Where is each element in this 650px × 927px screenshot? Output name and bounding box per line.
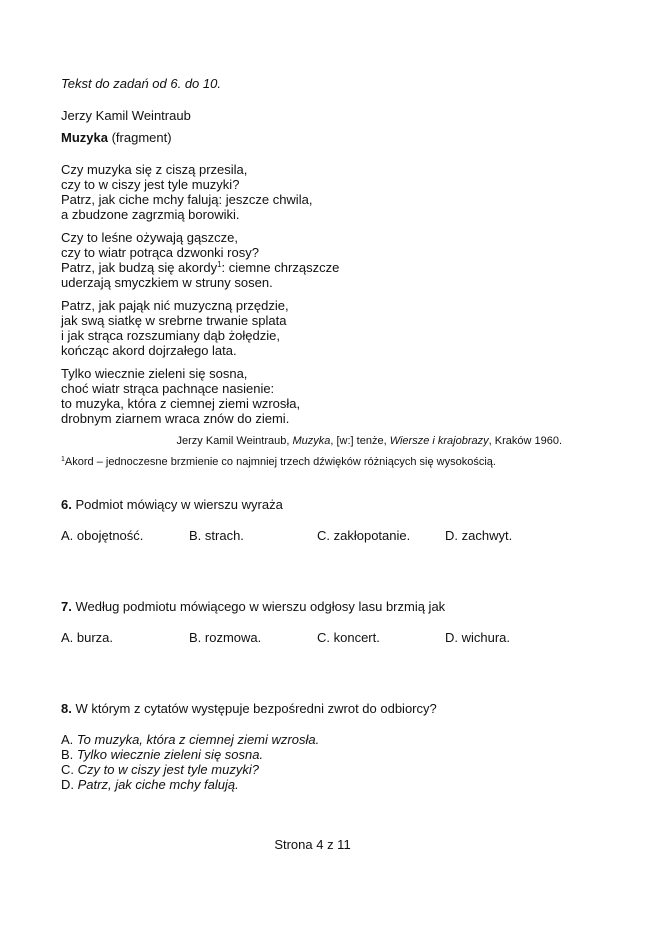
footnote-marker: 1 [217, 260, 222, 269]
question-8 [61, 701, 621, 716]
page-number: Strona 4 z 11 [274, 837, 351, 852]
question-7 [61, 599, 621, 614]
answers-7 [61, 630, 621, 645]
task-intro: Tekst do zadań od 6. do 10. [61, 76, 221, 91]
question-text: W którym z cytatów występuje bezpośredni zwrot do odbiorcy? [75, 701, 437, 716]
stanza-2 [61, 230, 621, 290]
stanza-3 [61, 298, 621, 358]
poem-title [61, 130, 621, 145]
option-quote: Czy to w ciszy jest tyle muzyki? [77, 762, 259, 777]
poem-line: Tylko wiecznie zieleni się sosna, [61, 366, 248, 381]
poem-line: Patrz, jak pająk nić muzyczną przędzie, [61, 298, 289, 313]
option-letter: C. [61, 762, 74, 777]
exam-page [61, 76, 621, 792]
footnote [61, 455, 621, 470]
answers-8 [61, 732, 621, 792]
option-quote: To muzyka, która z ciemnej ziemi wzrosła. [76, 732, 320, 747]
poem-line: czy to w ciszy jest tyle muzyki? [61, 177, 240, 192]
poem-line-start: Patrz, jak budzą się akordy [61, 260, 218, 275]
poem-line: choć wiatr strąca pachnące nasienie: [61, 381, 275, 396]
source-end: , Kraków 1960. [488, 435, 562, 447]
poem-line: i jak strąca rozszumiany dąb żołędzie, [61, 328, 280, 343]
answer-option: D. wichura. [445, 630, 511, 645]
option-quote: Patrz, jak ciche mchy falują. [77, 777, 239, 792]
poem-line: Czy muzyka się z ciszą przesila, [61, 162, 248, 177]
option-letter: B. [61, 747, 74, 762]
poem-line: drobnym ziarnem wraca znów do ziemi. [61, 411, 290, 426]
source-author: Jerzy Kamil Weintraub, [176, 435, 290, 447]
stanza-1 [61, 162, 621, 222]
poem-source [61, 434, 621, 449]
source-work: Muzyka [292, 435, 331, 447]
poem-line: Czy to leśne ożywają gąszcze, [61, 230, 239, 245]
answer-option: B. rozmowa. [189, 630, 262, 645]
option-quote: Tylko wiecznie zieleni się sosna. [76, 747, 264, 762]
question-number: 7. [61, 599, 72, 614]
poem-line: to muzyka, która z ciemnej ziemi wzrosła, [61, 396, 301, 411]
question-text: Podmiot mówiący w wierszu wyraża [75, 497, 283, 512]
source-book: Wiersze i krajobrazy [389, 435, 489, 447]
poem-line: kończąc akord dojrzałego lata. [61, 343, 237, 358]
answer-option: C. koncert. [317, 630, 380, 645]
poem-title-suffix: (fragment) [111, 130, 172, 145]
poem-line: jak swą siatkę w srebrne trwanie splata [61, 313, 287, 328]
question-6 [61, 497, 621, 512]
question-number: 8. [61, 701, 72, 716]
poem-line: czy to wiatr potrąca dzwonki rosy? [61, 245, 259, 260]
answer-option: B. strach. [189, 528, 244, 543]
question-text: Według podmiotu mówiącego w wierszu odgłosy lasu brzmią jak [75, 599, 446, 614]
source-middle: , [w:] tenże, [330, 435, 387, 447]
poem-author: Jerzy Kamil Weintraub [61, 108, 191, 123]
footnote-text: Akord – jednoczesne brzmienie co najmniej trzech dźwięków różniących się wysokością. [64, 456, 496, 468]
answer-option: D. zachwyt. [445, 528, 513, 543]
poem-line-with-footnote [61, 260, 621, 275]
answer-option: A. obojętność. [61, 528, 144, 543]
footnote-number: 1 [61, 456, 65, 463]
answer-option [61, 732, 621, 747]
answer-option [61, 777, 621, 792]
option-letter: A. [61, 732, 74, 747]
stanza-4 [61, 366, 621, 426]
answers-6 [61, 528, 621, 543]
poem-line: Patrz, jak ciche mchy falują: jeszcze chwila, [61, 192, 313, 207]
answer-option [61, 762, 621, 777]
poem-line-end: : ciemne chrząszcze [221, 260, 340, 275]
option-letter: D. [61, 777, 74, 792]
poem-title-main: Muzyka [61, 130, 108, 145]
answer-option: A. burza. [61, 630, 114, 645]
poem-line: uderzają smyczkiem w struny sosen. [61, 275, 273, 290]
answer-option [61, 747, 621, 762]
poem-line: a zbudzone zagrzmią borowiki. [61, 207, 240, 222]
answer-option: C. zakłopotanie. [317, 528, 411, 543]
question-number: 6. [61, 497, 72, 512]
